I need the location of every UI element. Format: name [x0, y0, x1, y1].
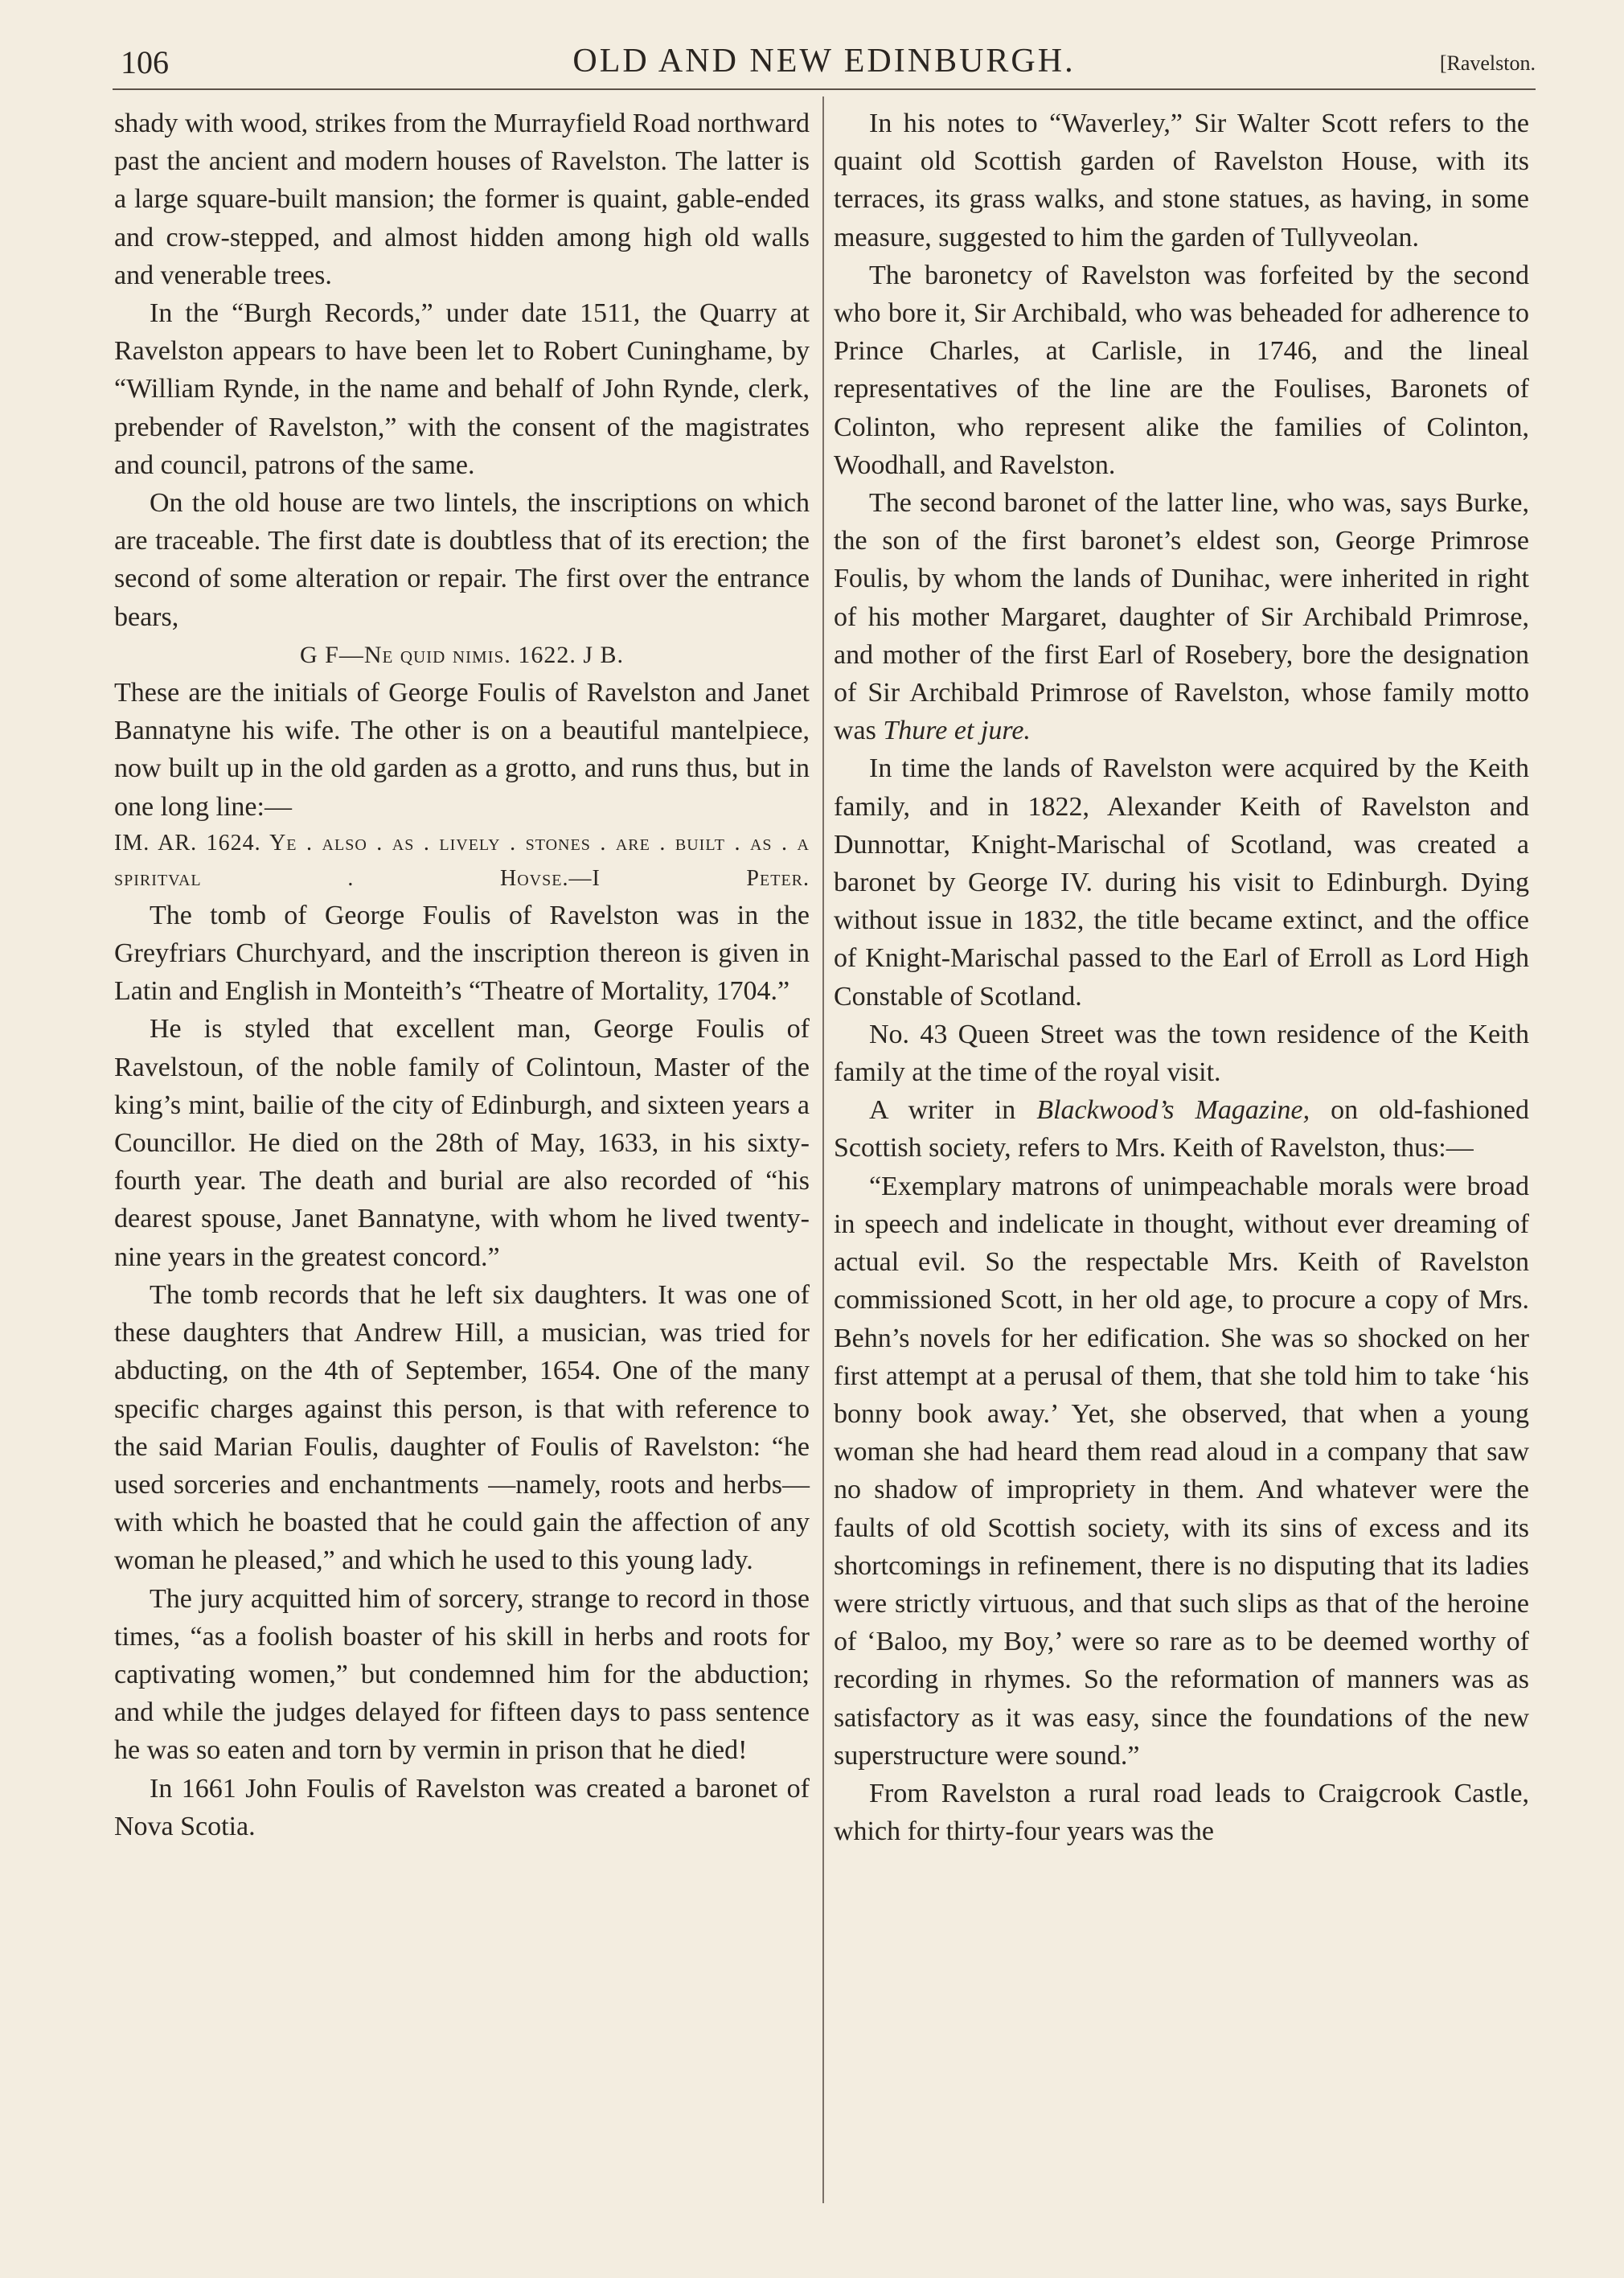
- magazine-title: Blackwood’s Magazine,: [1036, 1095, 1310, 1126]
- paragraph: [834, 484, 1529, 749]
- page-number: 106: [121, 44, 169, 80]
- header-rule: [113, 88, 1536, 90]
- paragraph: [834, 1091, 1529, 1167]
- paragraph: No. 43 Queen Street was the town residence of the Keith family at the time of the royal visit.: [834, 1019, 1529, 1088]
- paragraph: From Ravelston a rural road leads to Craigcrook Castle, which for thirty-four years was the: [834, 1778, 1529, 1847]
- paragraph-text: A writer in: [869, 1095, 1016, 1126]
- paragraph: shady with wood, strikes from the Murrayfield Road northward past the ancient and modern houses of Ravelston. The latter is a large square-built mansion; the former is quaint, gable-ended and crow-stepped, and almost hidden among high old walls and venerable trees.: [114, 109, 810, 290]
- page-header: [113, 39, 1536, 87]
- paragraph: The jury acquitted him of sorcery, strange to record in those times, “as a foolish boaster of his skill in herbs and roots for captivating women,” but condemned him for the abduction; and while the judges delayed for fifteen days to pass sentence he was so eaten and torn by vermin in prison that he died!: [114, 1583, 810, 1766]
- family-motto: Thure et jure.: [883, 716, 1031, 746]
- paragraph: On the old house are two lintels, the inscriptions on which are traceable. The first date is doubtless that of its erection; the second of some alteration or repair. The first over the entrance bears,: [114, 488, 810, 632]
- paragraph: In time the lands of Ravelston were acquired by the Keith family, and in 1822, Alexander Keith of Ravelston and Dunnottar, Knight-Marischal of Scotland, was created a baronet by George IV. during his visit to Edinburgh. Dying without issue in 1832, the title became extinct, and the office of Knight-Marischal passed to the Earl of Erroll as Lord High Constable of Scotland.: [834, 753, 1529, 1012]
- paragraph: These are the initials of George Foulis of Ravelston and Janet Bannatyne his wife. The other is on a beautiful mantelpiece, now built up in the old garden as a grotto, and runs thus, but in one long line:—: [114, 678, 810, 822]
- lintel-inscription: G F—Ne quid nimis. 1622. J B.: [299, 641, 625, 668]
- paragraph: The baronetcy of Ravelston was forfeited by the second who bore it, Sir Archibald, who was beheaded for adherence to Prince Charles, at Carlisle, in 1746, and the lineal representatives of the line are the Foulises, Baronets of Colinton, who represent alike the families of Colinton, Woodhall, and Ravelston.: [834, 260, 1529, 480]
- paragraph: In his notes to “Waverley,” Sir Walter Scott refers to the quaint old Scottish garden of Ravelston House, with its terraces, its grass walks, and stone statues, as having, in some measure, suggested to him the garden of Tullyveolan.: [834, 109, 1529, 252]
- paragraph: In the “Burgh Records,” under date 1511, the Quarry at Ravelston appears to have been let to Robert Cuninghame, by “William Rynde, in the name and behalf of John Rynde, clerk, prebender of Ravelston,” with the consent of the magistrates and council, patrons of the same.: [114, 298, 810, 480]
- paragraph: In 1661 John Foulis of Ravelston was created a baronet of Nova Scotia.: [114, 1773, 810, 1841]
- section-tag: [Ravelston.: [1439, 51, 1536, 75]
- running-title: OLD AND NEW EDINBURGH.: [572, 43, 1076, 80]
- paragraph-text: The second baronet of the latter line, who was, says Burke, the son of the first baronet’s eldest son, George Primrose Foulis, by whom the lands of Dunihac, were inherited in right of his mother Margaret, daughter of Sir Archibald Primrose, and mother of the first Earl of Rosebery, bore the designation of Sir Archibald Primrose of Ravelston, whose family motto was: [834, 488, 1529, 746]
- column-divider: [822, 96, 824, 2203]
- left-column: [114, 105, 810, 1845]
- paragraph: He is styled that excellent man, George Foulis of Ravelstoun, of the noble family of Colintoun, Master of the king’s mint, bailie of the city of Edinburgh, and sixteen years a Councillor. He died on the 28th of May, 1633, in his sixty-fourth year. The death and burial are also recorded of “his dearest spouse, Janet Bannatyne, with whom he lived twenty-nine years in the greatest concord.”: [114, 1014, 810, 1272]
- quotation: “Exemplary matrons of unimpeachable morals were broad in speech and indelicate in thought, without ever dreaming of actual evil. So the respectable Mrs. Keith of Ravelston commissioned Scott, in her old age, to procure a copy of Mrs. Behn’s novels for her edification. She was so shocked on her first attempt at a perusal of them, that she told him to take ‘his bonny book away.’ Yet, she observed, that when a young woman she had heard them read aloud in a company that saw no shadow of impropriety in them. And whatever were the faults of old Scottish society, with its sins of excess and its shortcomings in refinement, there is no disputing that its ladies were strictly virtuous, and that such slips as that of the heroine of ‘Baloo, my Boy,’ were so rare as to be deemed worthy of recording in rhymes. So the reformation of manners was as satisfactory as it was easy, since the foundations of the new superstructure were sound.”: [834, 1171, 1529, 1771]
- paragraph: The tomb records that he left six daughters. It was one of these daughters that Andrew Hill, a musician, was tried for abducting, on the 4th of September, 1654. One of the many specific charges against this person, is that with reference to the said Marian Foulis, daughter of Foulis of Ravelston: “he used sorceries and enchantments —namely, roots and herbs—with which he boasted that he could gain the affection of any woman he pleased,” and which he used to this young lady.: [114, 1279, 810, 1576]
- paragraph: The tomb of George Foulis of Ravelston was in the Greyfriars Churchyard, and the inscription thereon is given in Latin and English in Monteith’s “Theatre of Mortality, 1704.”: [114, 900, 810, 1007]
- mantelpiece-inscription: IM. AR. 1624. Ye . also . as . lively . stones . are . built . as . a spiritval . Hovse.—I Peter.: [114, 830, 810, 891]
- right-column: [834, 105, 1529, 1850]
- paragraph-text: on old-fashioned Scottish society, refers to Mrs. Keith of Ravelston, thus:—: [834, 1095, 1530, 1164]
